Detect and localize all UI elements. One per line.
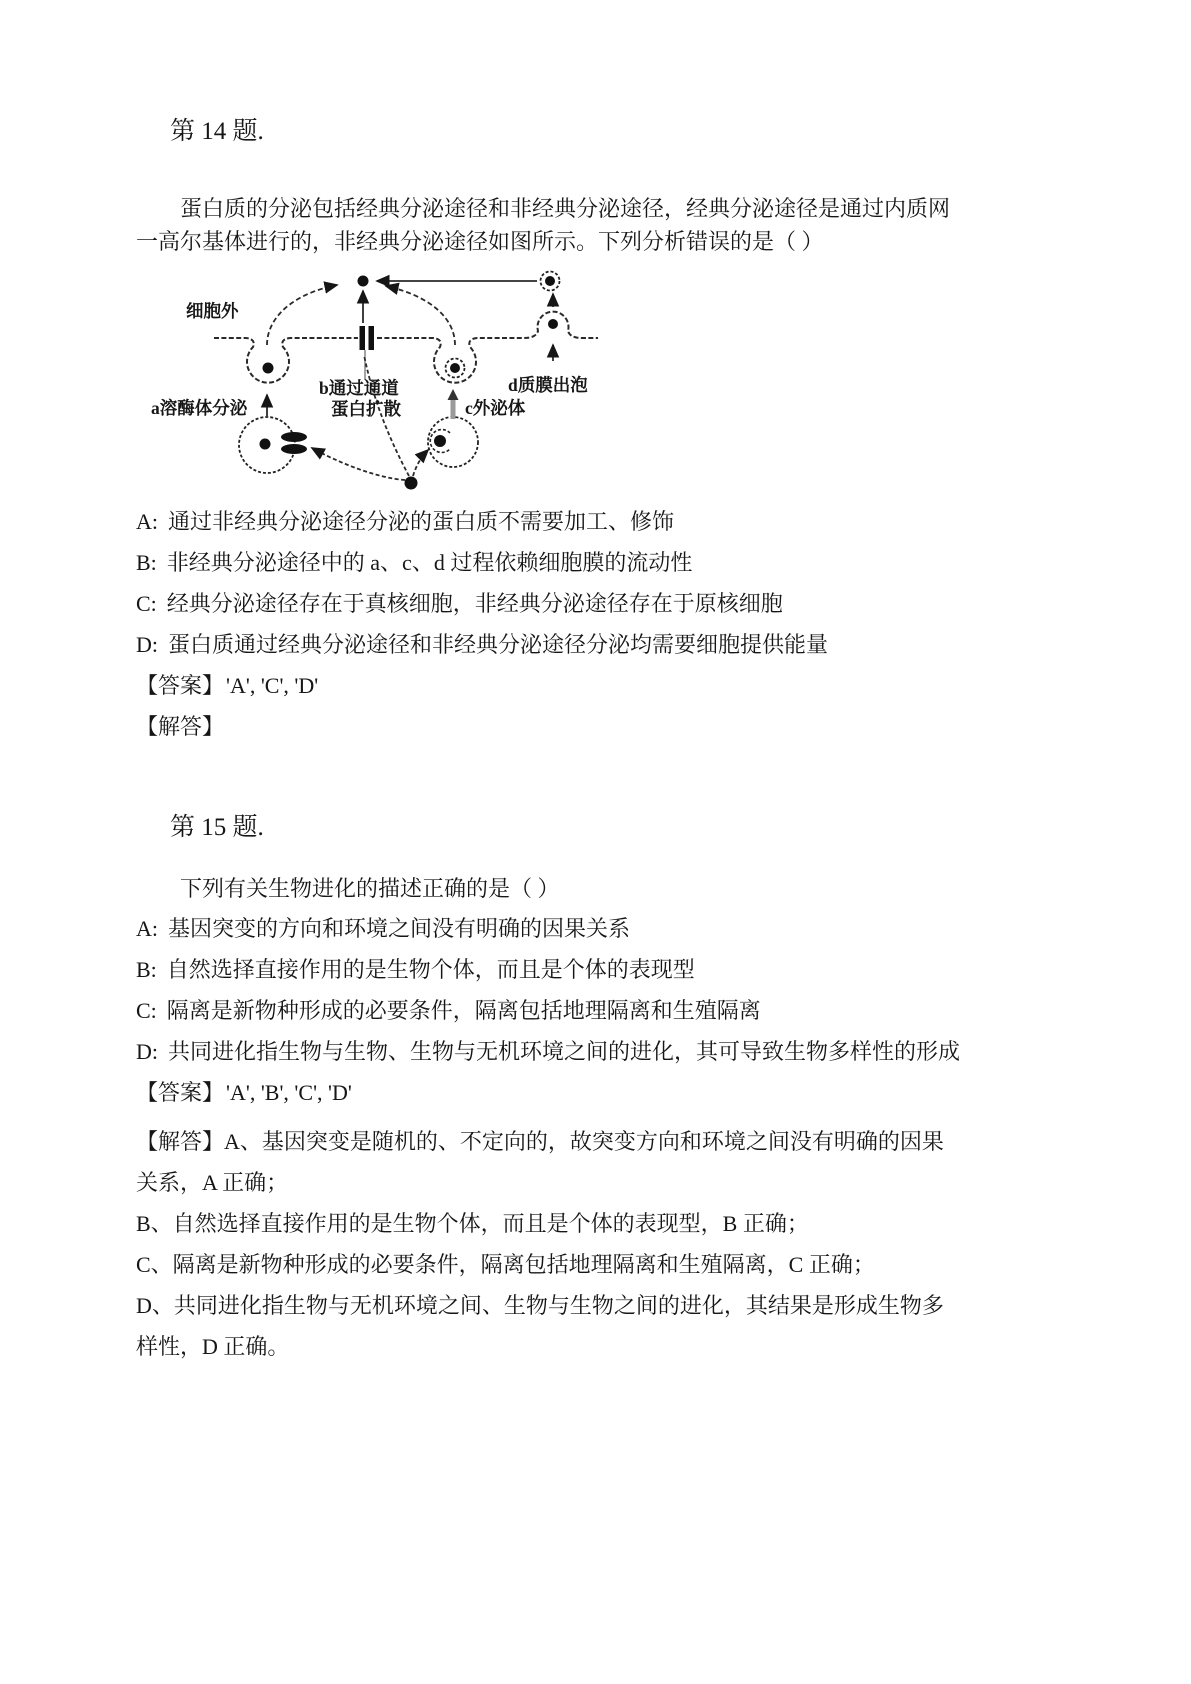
option-row-a xyxy=(136,509,1071,534)
channel-protein-icon xyxy=(360,326,375,350)
question-14-stem-line-2: 一高尔基体进行的，非经典分泌途径如图所示。下列分析错误的是（ ） xyxy=(136,229,824,254)
cytosolic-protein-dot xyxy=(405,477,418,490)
option-d-text: 蛋白质通过经典分泌途径和非经典分泌途径分泌均需要细胞提供能量 xyxy=(168,632,829,657)
option-a-label: A: xyxy=(136,509,158,534)
option-c-text: 隔离是新物种形成的必要条件，隔离包括地理隔离和生殖隔离 xyxy=(166,998,761,1023)
option-row-c xyxy=(136,591,1071,616)
question-15-stem: 下列有关生物进化的描述正确的是（ ） xyxy=(180,876,560,901)
option-d-label: D: xyxy=(136,1039,158,1064)
arrow-protein-to-lysosome xyxy=(312,448,405,480)
explanation-line-4: C、隔离是新物种形成的必要条件，隔离包括地理隔离和生殖隔离，C 正确； xyxy=(136,1252,875,1277)
cup-c-vesicle xyxy=(446,359,465,378)
answer-value: 'A', 'B', 'C', 'D' xyxy=(226,1080,352,1105)
answer-line xyxy=(136,1080,1071,1105)
label-pathway-b-line2: 蛋白扩散 xyxy=(331,399,401,419)
secreted-protein-dot xyxy=(358,276,369,287)
option-c-label: C: xyxy=(136,591,157,616)
option-row-d xyxy=(136,1039,1071,1064)
question-14-title: 第 14 题. xyxy=(170,118,264,145)
question-14 xyxy=(136,118,1071,739)
multivesicular-body xyxy=(428,417,478,467)
explanation-line-3: B、自然选择直接作用的是生物个体，而且是个体的表现型，B 正确； xyxy=(136,1211,809,1236)
bump-d-protein-dot xyxy=(548,319,558,329)
option-b-label: B: xyxy=(136,550,157,575)
option-d-label: D: xyxy=(136,632,158,657)
label-pathway-c: c外泌体 xyxy=(465,398,526,418)
explanation-line xyxy=(136,714,1071,739)
explanation-label: 【解答】 xyxy=(136,714,225,739)
option-a-text: 基因突变的方向和环境之间没有明确的因果关系 xyxy=(168,916,631,941)
option-c-label: C: xyxy=(136,998,157,1023)
option-d-text: 共同进化指生物与生物、生物与无机环境之间的进化，其可导致生物多样性的形成 xyxy=(168,1039,961,1064)
released-vesicle-d xyxy=(541,272,560,291)
answer-value: 'A', 'C', 'D' xyxy=(226,673,319,698)
arrow-mvb-to-membrane xyxy=(448,389,459,419)
option-b-text: 自然选择直接作用的是生物个体，而且是个体的表现型 xyxy=(166,957,695,982)
option-row-c xyxy=(136,998,1071,1023)
label-pathway-a: a溶酶体分泌 xyxy=(151,398,248,418)
arrow-protein-to-mvb xyxy=(413,450,428,476)
option-c-text: 经典分泌途径存在于真核细胞，非经典分泌途径存在于原核细胞 xyxy=(166,591,783,616)
question-15-title: 第 15 题. xyxy=(170,814,264,841)
option-row-d xyxy=(136,632,1071,657)
answer-line xyxy=(136,673,1071,698)
explanation-line-2: 关系，A 正确； xyxy=(136,1170,289,1195)
explanation-line-5: D、共同进化指生物与无机环境之间、生物与生物之间的进化，其结果是形成生物多 xyxy=(136,1293,944,1318)
arrow-cup-a-release xyxy=(267,285,337,345)
question-15 xyxy=(136,814,1071,1367)
question-14-stem-line-1: 蛋白质的分泌包括经典分泌途径和非经典分泌途径，经典分泌途径是通过内质网 xyxy=(180,196,951,221)
option-row-a xyxy=(136,916,1071,941)
noncanonical-secretion-diagram xyxy=(134,248,604,503)
secretion-diagram-svg xyxy=(134,248,604,498)
option-b-text: 非经典分泌途径中的 a、c、d 过程依赖细胞膜的流动性 xyxy=(166,550,693,575)
lysosome xyxy=(239,417,307,473)
cup-a-protein-dot xyxy=(263,363,274,374)
explanation-block xyxy=(136,1121,1071,1367)
option-a-label: A: xyxy=(136,916,158,941)
arrow-cup-c-release xyxy=(386,286,455,345)
answer-label: 【答案】 xyxy=(136,1080,225,1105)
label-extracellular: 细胞外 xyxy=(186,301,239,321)
option-b-label: B: xyxy=(136,957,157,982)
label-pathway-b-line1: b通过通道 xyxy=(319,378,399,398)
explanation-line-1: 【解答】A、基因突变是随机的、不定向的，故突变方向和环境之间没有明确的因果 xyxy=(136,1129,944,1154)
option-row-b xyxy=(136,957,1071,982)
explanation-line-6: 样性，D 正确。 xyxy=(136,1334,290,1359)
option-a-text: 通过非经典分泌途径分泌的蛋白质不需要加工、修饰 xyxy=(168,509,675,534)
label-pathway-d: d质膜出泡 xyxy=(508,375,588,395)
option-row-b xyxy=(136,550,1071,575)
answer-label: 【答案】 xyxy=(136,673,225,698)
